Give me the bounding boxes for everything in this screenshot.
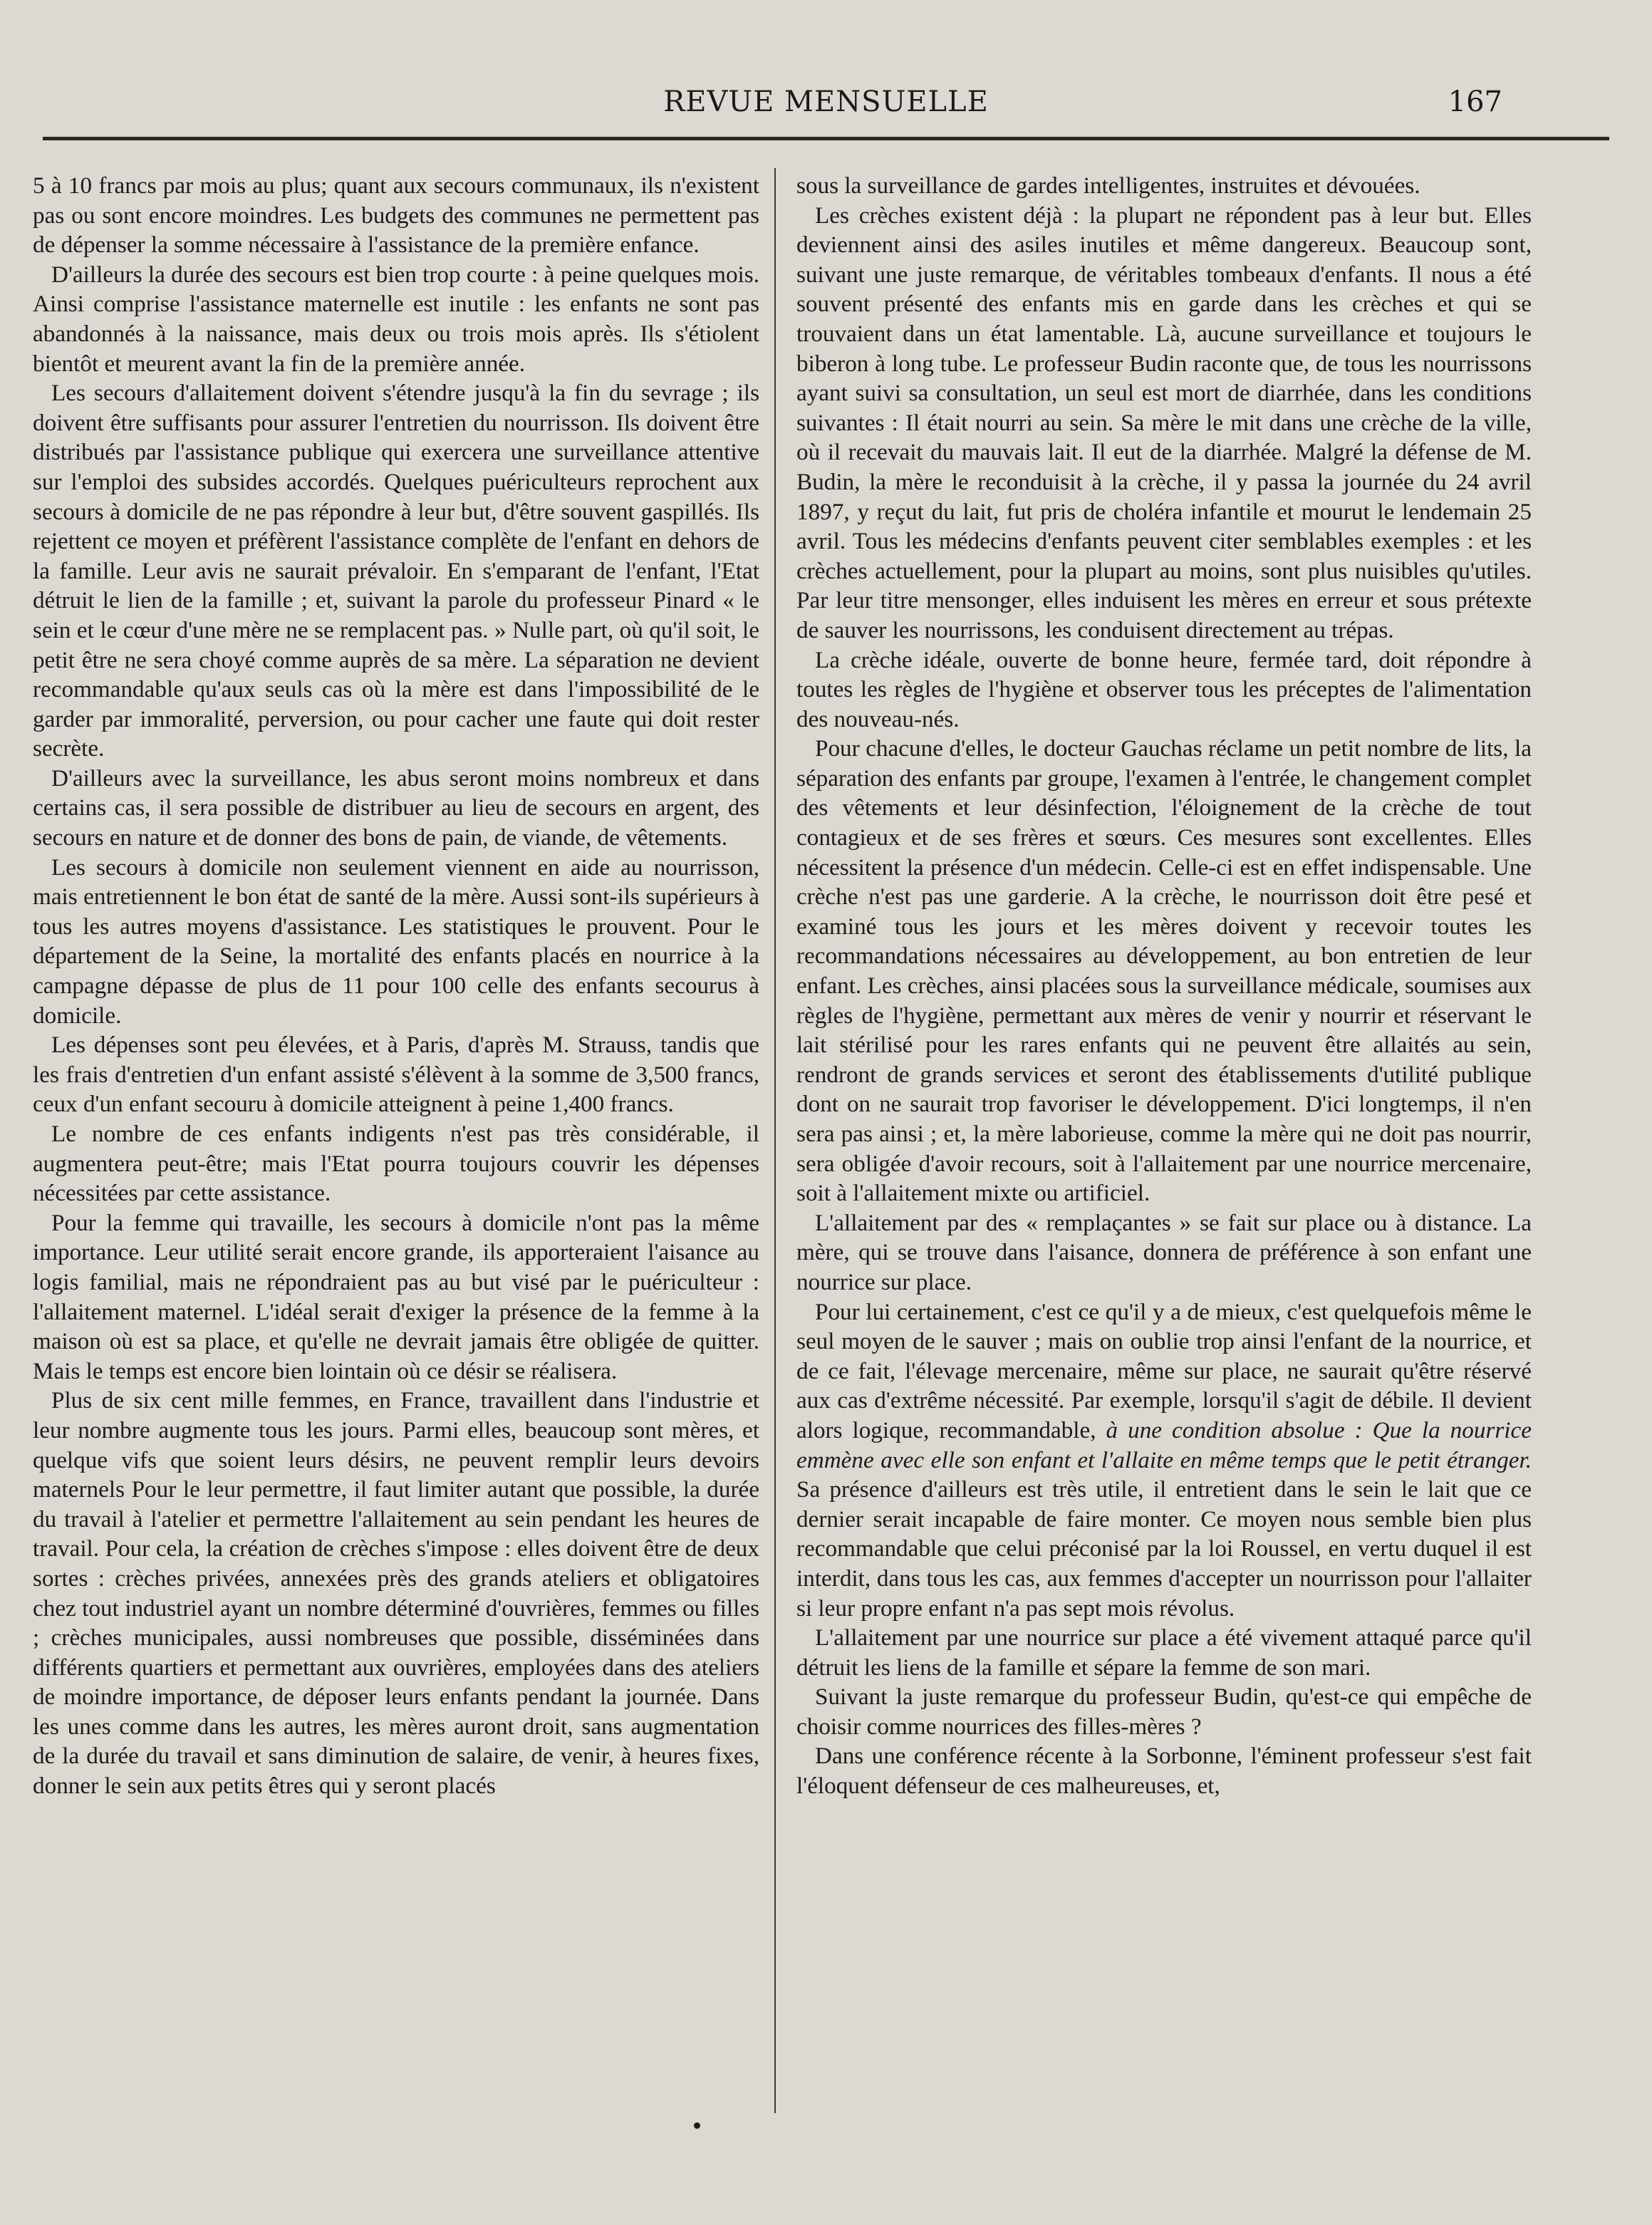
paragraph: Les crèches existent déjà : la plupart ne répondent pas à leur but. Elles deviennent ainsi des asiles inutiles et même dangereux. Beaucoup sont, suivant une juste remarque, de véritables tombeaux d'enfants. Il nous a été souvent présenté des enfants mis en garde dans les crèches et qui se trouvaient dans un état lamentable. Là, aucune surveillance et toujours le biberon à long tube. Le professeur Budin raconte que, de tous les nourrissons ayant suivi sa consultation, un seul est mort de diarrhée, dans les conditions suivantes : Il était nourri au sein. Sa mère le mit dans une crèche de la ville, où il recevait du mauvais lait. Il eut de la diarrhée. Malgré la défense de M. Budin, la mère le reconduisit à la crèche, il y passa la journée du 24 avril 1897, y reçut du lait, fut pris de choléra infantile et mourut le lendemain 25 avril. Tous les médecins d'enfants peuvent citer semblables exemples : et les crèches actuellement, pour la plupart au moins, sont plus nuisibles qu'utiles. Par leur titre mensonger, elles induisent les mères en erreur et sous prétexte de sauver les nourrissons, les conduisent directement au trépas. bbox=[796, 202, 1532, 643]
paragraph: D'ailleurs la durée des secours est bien trop courte : à peine quelques mois. Ainsi comprise l'assistance maternelle est inutile : les enfants ne sont pas abandonnés à la naissance, mais deux ou trois mois après. Ils s'étiolent bientôt et meurent avant la fin de la première année. bbox=[33, 261, 759, 377]
paragraph: 5 à 10 francs par mois au plus; quant aux secours communaux, ils n'existent pas ou sont encore moindres. Les budgets des communes ne permettent pas de dépenser la somme nécessaire à l'assistance de la première enfance. bbox=[33, 172, 759, 259]
paragraph: L'allaitement par une nourrice sur place a été vivement attaqué parce qu'il détruit les liens de la famille et sépare la femme de son mari. bbox=[796, 1624, 1532, 1681]
page-number: 167 bbox=[1448, 85, 1502, 118]
footer-dot bbox=[694, 2122, 700, 2129]
paragraph: Pour chacune d'elles, le docteur Gauchas réclame un petit nombre de lits, la séparation des enfants par groupe, l'examen à l'entrée, le changement complet des vêtements et leur désinfection, l'éloignement de la crèche de tout contagieux et de ses frères et sœurs. Ces mesures sont excellentes. Elles nécessitent la présence d'un médecin. Celle-ci est en effet indispensable. Une crèche n'est pas une garderie. A la crèche, le nourrisson doit être pesé et examiné tous les jours et les mères doivent y recevoir toutes les recommandations nécessaires au développement, au bon entretien de leur enfant. Les crèches, ainsi placées sous la surveillance médicale, soumises aux règles de l'hygiène, permettant aux mères de venir y nourrir et réservant le lait stérilisé pour les rares enfants qui ne peuvent être allaités au sein, rendront de grands services et seront des établissements d'utilité publique dont on ne saurait trop favoriser le développement. D'ici longtemps, il n'en sera pas ainsi ; et, la mère laborieuse, comme la mère qui ne doit pas nourrir, sera obligée d'avoir recours, soit à l'allaitement par une nourrice mercenaire, soit à l'allaitement mixte ou artificiel. bbox=[796, 735, 1532, 1207]
paragraph-text: Pour lui certainement, c'est ce qu'il y a de mieux, c'est quelquefois même le seul moyen de le sauver ; mais on oublie trop ainsi l'enfant de la nourrice, et de ce fait, l'élevage mercenaire, même sur place, ne saurait qu'être réservé aux cas d'extrême nécessité. Par exemple, lorsqu'il s'agit de débile. Il devient alors logique, recommandable, bbox=[796, 1298, 1532, 1443]
paragraph-text: Sa présence d'ailleurs est très utile, il entretient dans le sein le lait que ce dernier serait incapable de faire monter. Ce moyen nous semble bien plus recommandable que celui préconisé par la loi Roussel, en vertu duquel il est interdit, dans tous les cas, aux femmes d'accepter un nourrisson pour l'allaiter si leur propre enfant n'a pas sept mois révolus. bbox=[796, 1476, 1532, 1622]
paragraph: Dans une conférence récente à la Sorbonne, l'éminent professeur s'est fait l'éloquent défenseur de ces malheureuses, et, bbox=[796, 1743, 1532, 1800]
journal-title: REVUE MENSUELLE bbox=[663, 85, 989, 118]
paragraph: sous la surveillance de gardes intelligentes, instruites et dévouées. bbox=[796, 172, 1420, 199]
paragraph: Les secours d'allaitement doivent s'étendre jusqu'à la fin du sevrage ; ils doivent être suffisants pour assurer l'entretien du nourrisson. Ils doivent être distribués par l'assistance publique qui exercera une surveillance attentive sur l'emploi des subsides accordés. Quelques puériculteurs reprochent aux secours à domicile de ne pas répondre à leur but, d'être souvent gaspillés. Ils rejettent ce moyen et préfèrent l'assistance complète de l'enfant en dehors de la famille. Leur avis ne saurait prévaloir. En s'emparant de l'enfant, l'Etat détruit le lien de la famille ; et, suivant la parole du professeur Pinard « le sein et le cœur d'une mère ne se remplacent pas. » Nulle part, où qu'il soit, le petit être ne sera choyé comme auprès de sa mère. La séparation ne devient recommandable qu'aux seuls cas où la mère est dans l'impossibilité de le garder par immoralité, perversion, ou pour cacher une faute qui doit rester secrète. bbox=[33, 380, 759, 762]
running-header bbox=[43, 80, 1609, 130]
right-column bbox=[796, 171, 1532, 2109]
paragraph: D'ailleurs avec la surveillance, les abus seront moins nombreux et dans certains cas, il sera possible de distribuer au lieu de secours en argent, des secours en nature et de donner des bons de pain, de viande, de vêtements. bbox=[33, 764, 759, 851]
paragraph: Suivant la juste remarque du professeur Budin, qu'est-ce qui empêche de choisir comme nourrices des filles-mères ? bbox=[796, 1684, 1532, 1740]
column-divider bbox=[774, 168, 776, 2113]
paragraph: L'allaitement par des « remplaçantes » se fait sur place ou à distance. La mère, qui se trouve dans l'aisance, donnera de préférence à son enfant une nourrice sur place. bbox=[796, 1209, 1532, 1295]
paragraph bbox=[796, 1297, 1532, 1624]
left-column bbox=[33, 171, 759, 2109]
italic-emphasis: à une condition absolue : Que la nourrice emmène avec elle son enfant et l'allaite en même temps que le petit étranger. bbox=[796, 1416, 1532, 1473]
paragraph: Les secours à domicile non seulement viennent en aide au nourrisson, mais entretiennent le bon état de santé de la mère. Aussi sont-ils supérieurs à tous les autres moyens d'assistance. Les statistiques le prouvent. Pour le département de la Seine, la mortalité des enfants placés en nourrice à la campagne dépasse de plus de 11 pour 100 celle des enfants secourus à domicile. bbox=[33, 854, 759, 1029]
paragraph: Plus de six cent mille femmes, en France, travaillent dans l'industrie et leur nombre augmente tous les jours. Parmi elles, beaucoup sont mères, et quelque vifs que soient leurs désirs, ne peuvent remplir leurs devoirs maternels Pour le leur permettre, il faut limiter autant que possible, la durée du travail à l'atelier et permettre l'allaitement au sein pendant les heures de travail. Pour cela, la création de crèches s'impose : elles doivent être de deux sortes : crèches privées, annexées près des grands ateliers et obligatoires chez tout industriel ayant un nombre déterminé d'ouvrières, femmes ou filles ; crèches municipales, aussi nombreuses que possible, disséminées dans différents quartiers et permettant aux ouvrières, employées dans des ateliers de moindre importance, de déposer leurs enfants pendant la journée. Dans les unes comme dans les autres, les mères auront droit, sans augmentation de la durée du travail et sans diminution de salaire, de venir, à heures fixes, donner le sein aux petits êtres qui y seront placés bbox=[33, 1387, 759, 1800]
paragraph: La crèche idéale, ouverte de bonne heure, fermée tard, doit répondre à toutes les règles de l'hygiène et observer tous les préceptes de l'alimentation des nouveau-nés. bbox=[796, 646, 1532, 732]
header-rule bbox=[43, 137, 1609, 140]
paragraph: Les dépenses sont peu élevées, et à Paris, d'après M. Strauss, tandis que les frais d'entretien d'un enfant assisté s'élèvent à la somme de 3,500 francs, ceux d'un enfant secouru à domicile atteignent à peine 1,400 francs. bbox=[33, 1032, 759, 1118]
paragraph: Pour la femme qui travaille, les secours à domicile n'ont pas la même importance. Leur utilité serait encore grande, ils apporteraient l'aisance au logis familial, mais ne répondraient pas au but visé par le puériculteur : l'allaitement maternel. L'idéal serait d'exiger la présence de la femme à la maison où est sa place, et qu'elle ne devrait jamais être obligée de quitter. Mais le temps est encore bien lointain où ce désir se réalisera. bbox=[33, 1209, 759, 1384]
paragraph: Le nombre de ces enfants indigents n'est pas très considérable, il augmentera peut-être; mais l'Etat pourra toujours couvrir les dépenses nécessitées par cette assistance. bbox=[33, 1121, 759, 1207]
